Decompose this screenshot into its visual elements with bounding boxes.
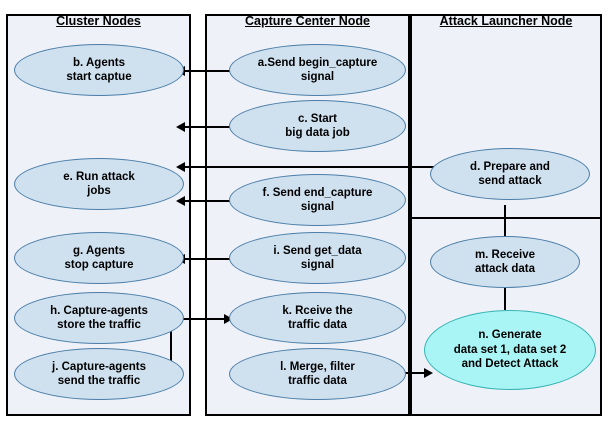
lane-title-attack-launcher-node: Attack Launcher Node <box>439 14 573 28</box>
node-h[interactable] <box>14 292 184 344</box>
arrow-f-to-cluster <box>185 200 230 202</box>
arrow-a-to-b <box>185 70 230 72</box>
node-j-line2: send the traffic <box>57 375 141 387</box>
node-d[interactable] <box>430 148 590 200</box>
node-n-line3: and Detect Attack <box>461 358 559 371</box>
arrow-m-to-n <box>504 288 506 310</box>
node-g-line1: g. Agents <box>73 244 125 257</box>
node-h-line1: h. Capture-agents <box>50 304 148 317</box>
arrow-d-to-m <box>504 205 506 237</box>
node-f[interactable] <box>229 174 406 226</box>
lane-title-cluster-nodes: Cluster Nodes <box>56 14 141 28</box>
node-k-line1: k. Rceive the <box>282 304 353 317</box>
node-m-line1: m. Receive <box>474 248 536 261</box>
node-a-line2: signal <box>300 71 335 83</box>
node-l-line1: l. Merge, filter <box>280 360 355 373</box>
node-m[interactable] <box>430 236 580 288</box>
node-a-line1: a.Send begin_capture <box>257 56 378 69</box>
node-b[interactable] <box>14 44 184 96</box>
node-e-line1: e. Run attack <box>63 170 135 183</box>
node-f-line2: signal <box>300 201 335 213</box>
node-c[interactable] <box>229 100 406 152</box>
node-d-line2: send attack <box>478 175 542 187</box>
arrow-i-to-g <box>185 258 230 260</box>
node-c-line2: big data job <box>285 127 350 139</box>
node-l-line2: traffic data <box>288 375 347 387</box>
node-g[interactable] <box>14 232 184 284</box>
node-d-line1: d. Prepare and <box>470 160 550 173</box>
node-n-line2: data set 1, data set 2 <box>453 343 567 356</box>
node-e[interactable] <box>14 158 184 210</box>
arrow-c-to-cluster-head <box>176 122 185 132</box>
node-m-line2: attack data <box>474 263 536 275</box>
node-n-line1: n. Generate <box>478 329 542 342</box>
node-k[interactable] <box>229 292 406 344</box>
node-e-line2: jobs <box>87 185 111 197</box>
node-b-line1: b. Agents <box>73 56 125 69</box>
node-i-line1: i. Send get_data <box>273 244 362 257</box>
node-h-line2: store the traffic <box>57 319 141 331</box>
arrow-l-to-n-head <box>424 368 433 378</box>
node-j[interactable] <box>14 348 184 400</box>
node-a[interactable] <box>229 44 406 96</box>
node-l[interactable] <box>229 348 406 400</box>
arrow-d-to-e-head <box>176 162 185 172</box>
node-b-line2: start captue <box>66 71 132 83</box>
arrow-f-to-cluster-head <box>176 196 185 206</box>
node-g-line2: stop capture <box>64 259 134 271</box>
node-f-line1: f. Send end_capture <box>262 186 373 199</box>
node-i-line2: signal <box>300 259 335 271</box>
lane-title-capture-center-node: Capture Center Node <box>244 14 371 28</box>
node-k-line2: traffic data <box>288 319 347 331</box>
node-n[interactable] <box>424 310 596 390</box>
node-j-line1: j. Capture-agents <box>52 360 146 373</box>
arrow-d-to-e <box>185 166 440 168</box>
node-i[interactable] <box>229 232 406 284</box>
arrow-c-to-cluster <box>185 126 230 128</box>
node-c-line1: c. Start <box>298 112 337 125</box>
